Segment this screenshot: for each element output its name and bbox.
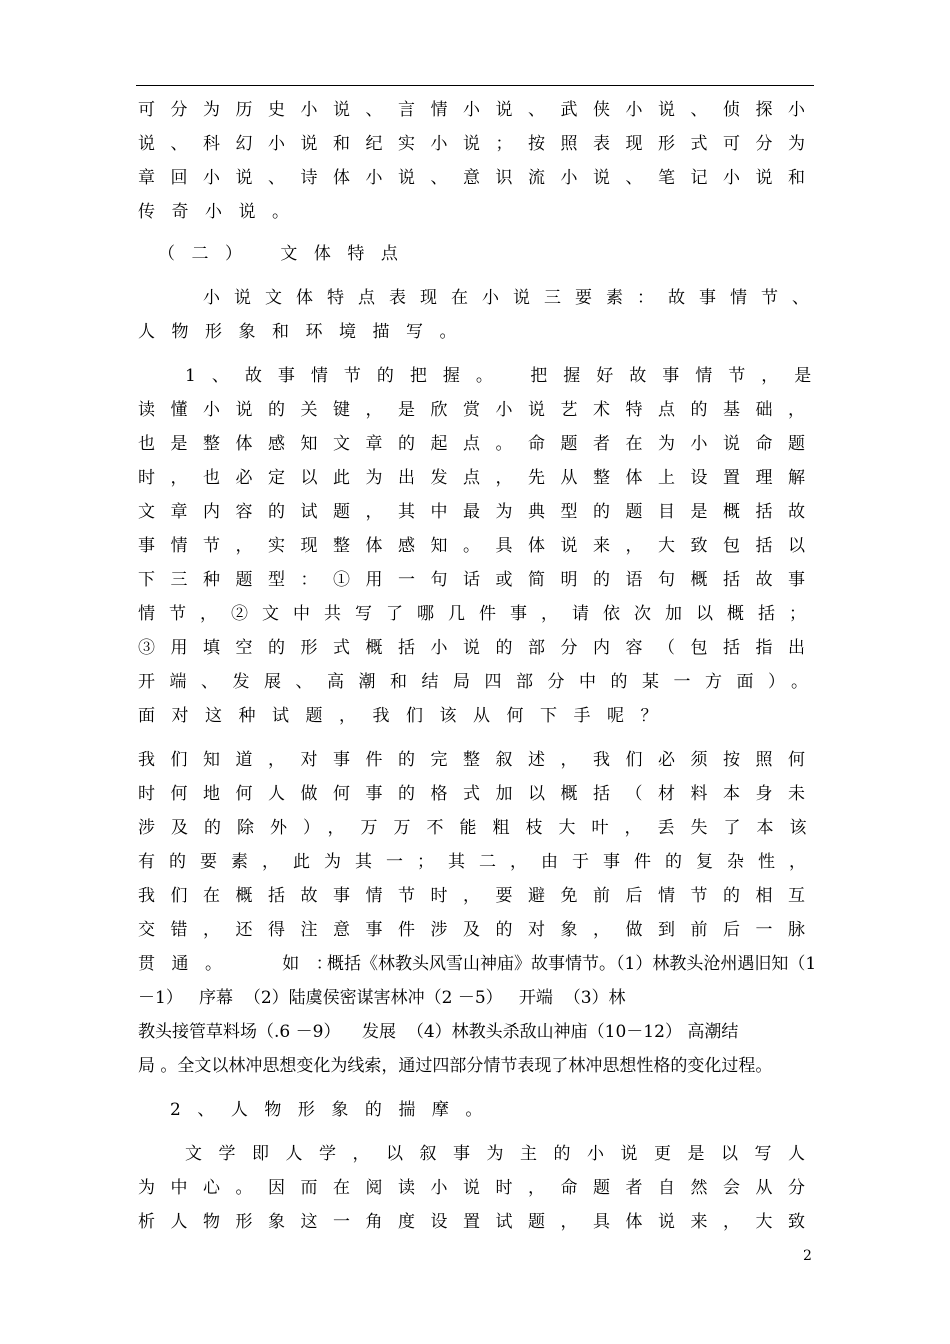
text-line: 2、人物形象的揣摩。 — [170, 1100, 499, 1120]
text-line: 开端、发展、高潮和结局四部分中的某一方面）。 — [138, 672, 823, 692]
text-line: 文章内容的试题，其中最为典型的题目是概括故 — [138, 502, 821, 522]
text-line: 时何地何人做何事的格式加以概括（材料本身未 — [138, 784, 821, 804]
text-line: 可分为历史小说、言情小说、武侠小说、侦探小 — [138, 100, 821, 120]
text-line: 情节，②文中共写了哪几件事，请依次加以概括； — [138, 604, 820, 624]
text-line: 1、故事情节的把握。 把握好故事情节，是 — [185, 366, 828, 386]
text-line: 析人物形象这一角度设置试题，具体说来，大致 — [138, 1212, 821, 1232]
header-rule — [136, 85, 814, 86]
text-line: 人物形象和环境描写。 — [138, 322, 473, 342]
text-line: －1） 序幕 （2）陆虞侯密谋害林冲（2 －5） 开端 （3）林 — [138, 988, 626, 1008]
text-line: 局 。全文以林冲思想变化为线索，通过四部分情节表现了林冲思想性格的变化过程。 — [138, 1056, 773, 1076]
text-line: 时，也必定以此为出发点，先从整体上设置理解 — [138, 468, 821, 488]
page-number: 2 — [803, 1248, 812, 1264]
text-line: 概括《林教头风雪山神庙》故事情节。（1）林教头沧州遇旧知（1 — [327, 954, 817, 974]
text-line: 说、科幻小说和纪实小说；按照表现形式可分为 — [138, 134, 821, 154]
text-line: 传奇小说。 — [138, 202, 306, 222]
text-line: 我们知道，对事件的完整叙述，我们必须按照何 — [138, 750, 821, 770]
text-line: 文学即人学，以叙事为主的小说更是以写人 — [185, 1144, 822, 1164]
text-line: 小说文体特点表现在小说三要素：故事情节、 — [203, 288, 823, 308]
text-line: 我们在概括故事情节时，要避免前后情节的相互 — [138, 886, 821, 906]
text-line: 事情节，实现整体感知。具体说来，大致包括以 — [138, 536, 821, 556]
text-line: 交错，还得注意事件涉及的对象，做到前后一脉 — [138, 920, 821, 940]
text-line: 有的要素，此为其一；其二，由于事件的复杂性， — [138, 852, 820, 872]
text-line: 也是整体感知文章的起点。命题者在为小说命题 — [138, 434, 821, 454]
text-line: 面对这种试题，我们该从何下手呢？ — [138, 706, 674, 726]
text-line: 教头接管草料场（.6 －9） 发展 （4）林教头杀敌山神庙（10－12） 高潮结 — [138, 1022, 739, 1042]
text-line: 涉及的除外），万万不能粗枝大叶，丢失了本该 — [138, 818, 823, 838]
text-line: （二） 文体特点 — [158, 244, 415, 264]
text-line: 为中心。因而在阅读小说时，命题者自然会从分 — [138, 1178, 821, 1198]
text-line: ③用填空的形式概括小说的部分内容（包括指出 — [138, 638, 821, 658]
text-line: 章回小说、诗体小说、意识流小说、笔记小说和 — [138, 168, 821, 188]
text-line: 下三种题型：①用一句话或简明的语句概括故事 — [138, 570, 821, 590]
text-line: 读懂小说的关键，是欣赏小说艺术特点的基础， — [138, 400, 821, 420]
text-line: 贯通。 如： — [138, 954, 350, 974]
